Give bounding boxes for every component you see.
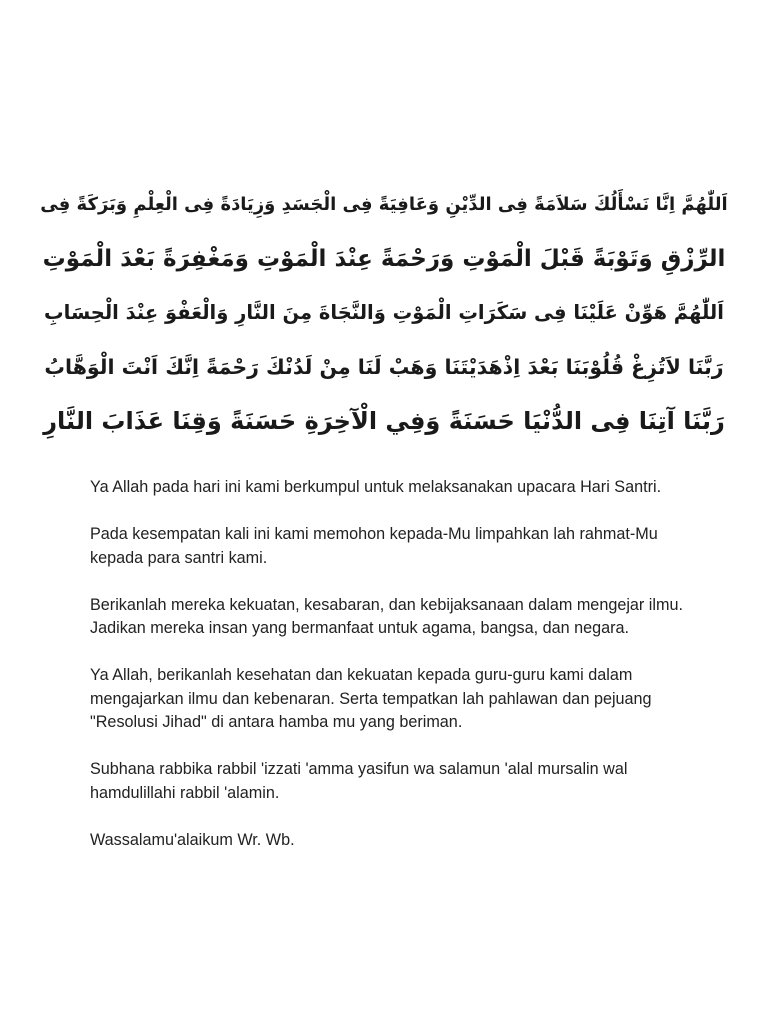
paragraph: Ya Allah pada hari ini kami berkumpul untuk melaksanakan upacara Hari Santri.: [90, 478, 662, 496]
indonesian-prayer-text: [90, 476, 690, 876]
arabic-line: رَبَّنَا لاَتُزِغْ قُلُوْبَنَا بَعْدَ اِذْهَدَيْتَنَا وَهَبْ لَنَا مِنْ لَدُنْكَ رَحْمَةً اِنَّكَ اَنْتَ الْوَهَّابُ: [44, 355, 724, 379]
arabic-prayer: [40, 178, 728, 448]
arabic-line: اَللّٰهُمَّ هَوِّنْ عَلَيْنَا فِى سَكَرَاتِ الْمَوْتِ وَالنَّجَاةَ مِنَ النَّارِ وَالْعَفْوَ عِنْدَ الْحِسَابِ: [44, 301, 724, 324]
paragraph: Pada kesempatan kali ini kami memohon kepada-Mu limpahkan lah rahmat-Mu kepada para santri kami.: [90, 525, 658, 567]
arabic-line: الرِّزْقِ وَتَوْبَةً قَبْلَ الْمَوْتِ وَرَحْمَةً عِنْدَ الْمَوْتِ وَمَغْفِرَةً بَعْدَ الْمَوْتِ: [42, 246, 726, 272]
arabic-line: رَبَّنَا آتِنَا فِى الدُّنْيَا حَسَنَةً وَفِي الْآخِرَةِ حَسَنَةً وَقِنَا عَذَابَ النَّارِ: [43, 407, 725, 435]
arabic-line: اَللّٰهُمَّ اِنَّا نَسْأَلُكَ سَلاَمَةً فِى الدِّيْنِ وَعَافِيَةً فِى الْجَسَدِ وَزِيَادَةً فِى الْعِلْمِ وَبَرَكَةً فِى: [40, 194, 728, 215]
paragraph: Berikanlah mereka kekuatan, kesabaran, dan kebijaksanaan dalam mengejar ilmu. Jadikan mereka insan yang bermanfaat untuk agama, bangsa, dan negara.: [90, 595, 683, 637]
closing-greeting: Wassalamu'alaikum Wr. Wb.: [90, 830, 295, 849]
paragraph: Ya Allah, berikanlah kesehatan dan kekuatan kepada guru-guru kami dalam mengajarkan ilmu dan kebenaran. Serta tempatkan lah pahlawan dan pejuang "Resolusi Jihad" di antara hamba mu yang beriman.: [90, 666, 652, 731]
paragraph: Subhana rabbika rabbil 'izzati 'amma yasifun wa salamun 'alal mursalin wal hamdulillahi rabbil 'alamin.: [90, 760, 628, 802]
